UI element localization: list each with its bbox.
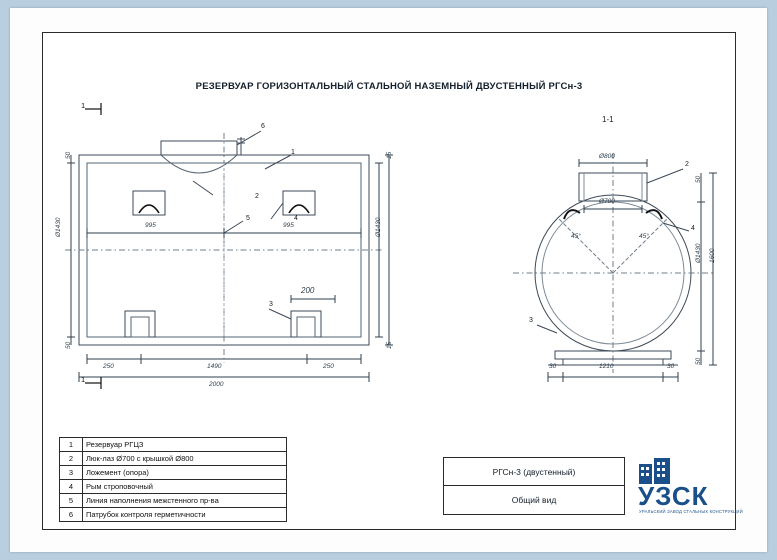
legend-text: Линия наполнения межстенного пр-ва — [83, 494, 287, 508]
legend-table — [59, 437, 287, 522]
dim-1600: 1600 — [709, 248, 716, 263]
section-callout-3: 3 — [529, 317, 533, 324]
dim-2000: 2000 — [209, 381, 224, 388]
table-row — [60, 480, 287, 494]
legend-text: Резервуар РГЦЗ — [83, 438, 287, 452]
legend-num: 4 — [60, 480, 83, 494]
dim-800: Ø800 — [599, 153, 615, 160]
legend-text: Патрубок контроля герметичности — [83, 508, 287, 522]
dim-15-top-right: 15 — [386, 151, 393, 159]
section-callout-2: 2 — [685, 161, 689, 168]
legend-num: 3 — [60, 466, 83, 480]
dim-700: Ø700 — [599, 198, 615, 205]
table-row — [60, 508, 287, 522]
dim-30-right: 30 — [667, 363, 675, 370]
dim-1430-right: Ø1430 — [375, 217, 382, 237]
page-title: РЕЗЕРВУАР ГОРИЗОНТАЛЬНЫЙ СТАЛЬНОЙ НАЗЕМНЫЙ ДВУСТЕННЫЙ РГСн-3 — [195, 81, 583, 92]
drawing-frame — [42, 32, 743, 530]
dim-1210: 1210 — [599, 363, 614, 370]
dim-50-bottom-left: 50 — [65, 341, 72, 349]
title-block — [443, 457, 625, 515]
callout-1: 1 — [291, 149, 295, 156]
section-mark-top: 1 — [81, 101, 86, 110]
angle-45-left: 45° — [571, 233, 581, 240]
dim-50-top-left: 50 — [65, 151, 72, 159]
table-row — [60, 494, 287, 508]
legend-num: 1 — [60, 438, 83, 452]
callout-5: 5 — [246, 215, 250, 222]
dim-1490: 1490 — [207, 363, 222, 370]
callout-6: 6 — [261, 123, 265, 130]
callout-4: 4 — [294, 215, 298, 222]
dim-50-section-top: 50 — [695, 175, 702, 183]
table-row — [60, 466, 287, 480]
dim-1430-left: Ø1430 — [55, 217, 62, 237]
callout-3: 3 — [269, 301, 273, 308]
table-row — [60, 438, 287, 452]
dim-995-left: 995 — [145, 222, 156, 229]
dim-50-section-bottom: 50 — [695, 357, 702, 365]
angle-45-right: 45° — [639, 233, 649, 240]
dim-200: 200 — [301, 286, 315, 295]
legend-text: Рым строповочный — [83, 480, 287, 494]
dim-995-right: 995 — [283, 222, 294, 229]
legend-text: Ложемент (опора) — [83, 466, 287, 480]
section-mark-bottom: 1 — [81, 375, 86, 384]
dim-30-left: 30 — [549, 363, 557, 370]
dim-250-right: 250 — [323, 363, 334, 370]
legend-text: Люк-лаз Ø700 с крышкой Ø800 — [83, 452, 287, 466]
company-logo — [638, 453, 758, 515]
legend-num: 2 — [60, 452, 83, 466]
dim-15-bottom-right: 15 — [386, 341, 393, 349]
title-block-line2: Общий вид — [511, 494, 557, 505]
dim-1430-section: Ø1430 — [695, 243, 702, 263]
title-block-line1: РГСн-3 (двустенный) — [444, 458, 624, 486]
logo-subtitle: УРАЛЬСКИЙ ЗАВОД СТАЛЬНЫХ КОНСТРУКЦИЙ — [639, 509, 743, 514]
callout-2: 2 — [255, 193, 259, 200]
drawing-sheet — [10, 8, 767, 552]
table-row — [60, 452, 287, 466]
legend-num: 6 — [60, 508, 83, 522]
section-view-label: 1-1 — [602, 115, 614, 124]
logo-wordmark: УЗСК — [638, 481, 709, 511]
legend-num: 5 — [60, 494, 83, 508]
dim-250-left: 250 — [103, 363, 114, 370]
section-callout-4: 4 — [691, 225, 695, 232]
